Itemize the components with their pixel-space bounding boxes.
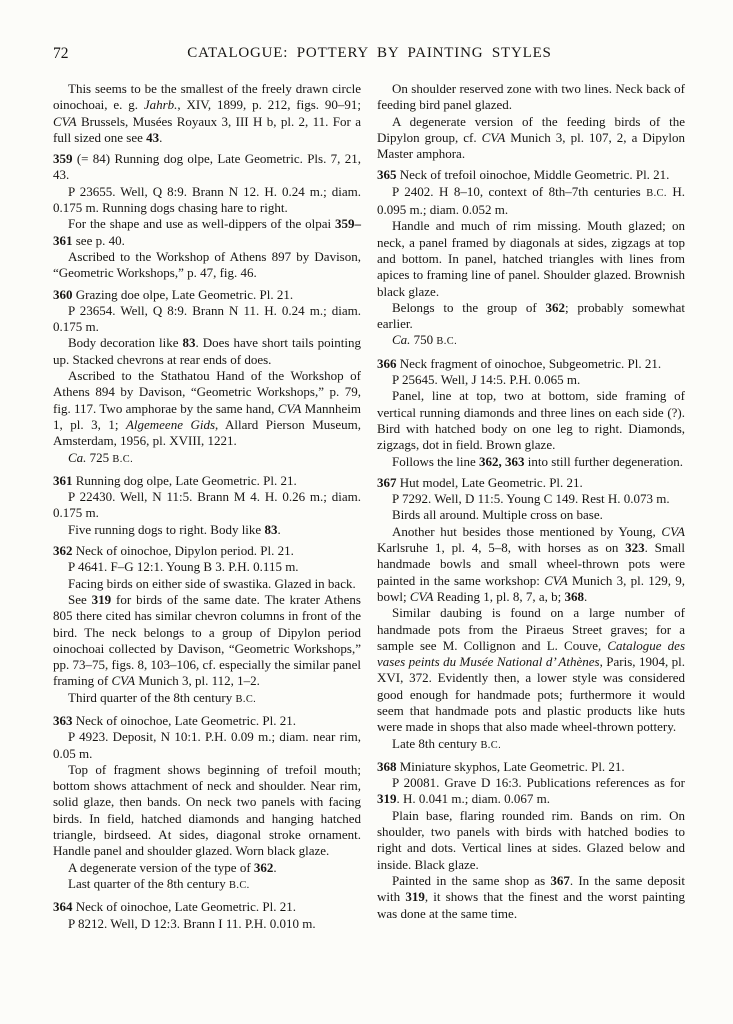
- text-run: This seems to be the smallest of the freely drawn circle oinochoai, e. g.: [53, 81, 361, 113]
- paragraph: [377, 372, 685, 388]
- paragraph: [377, 332, 685, 350]
- paragraph: [53, 184, 361, 217]
- cross-reference: 362: [545, 299, 565, 315]
- italic-citation: Ca.: [68, 449, 87, 465]
- text-run: 750: [410, 332, 437, 348]
- paragraph: [377, 114, 685, 163]
- italic-citation: Catalogue des vases peints du Musée National d’ Athènes: [377, 637, 686, 670]
- paragraph: [53, 762, 361, 860]
- paragraph: [53, 522, 361, 538]
- text-run: .: [159, 129, 163, 145]
- text-run: P 23654. Well, Q 8:9. Brann N 11. H. 0.24 m.; diam. 0.175 m.: [53, 302, 361, 335]
- text-run: Birds all around. Multiple cross on base.: [392, 507, 603, 523]
- catalog-entry-heading: [377, 475, 685, 491]
- text-run: Neck of trefoil oinochoe, Middle Geometric. Pl. 21.: [396, 167, 670, 183]
- paragraph: [377, 491, 685, 507]
- text-run: see p. 40.: [72, 232, 125, 248]
- italic-citation: CVA: [111, 673, 136, 689]
- paragraph: [377, 218, 685, 299]
- catalog-entry-heading: [53, 287, 361, 303]
- text-run: . Small handmade bowls and small wheel-thrown pots were painted in the same workshop:: [377, 540, 685, 588]
- entry-number: 363: [53, 712, 73, 728]
- text-run: Ascribed to the Workshop of Athens 897 by Davison, “Geometric Workshops,” p. 47, fig. 46.: [53, 248, 361, 281]
- text-run: A degenerate version of the type of: [68, 859, 254, 875]
- text-run: , Paris, 1904, pl. XVI, 372. Evidently then, a lower style was considered good enough for handmade pots; furthermore it would seem that handmade pots and plastic products like huts were made in shops that also made wheel-thrown pottery.: [377, 654, 685, 735]
- small-caps-era: B.C.: [646, 187, 667, 199]
- text-run: P 20081. Grave D 16:3. Publications references as for: [392, 775, 685, 791]
- cross-reference: 362: [253, 859, 274, 875]
- paragraph: [377, 300, 685, 333]
- text-run: Another hut besides those mentioned by Young,: [392, 523, 662, 539]
- entry-number: 361: [53, 472, 73, 488]
- paragraph: [53, 249, 361, 282]
- italic-citation: CVA: [661, 523, 685, 539]
- text-run: On shoulder reserved zone with two lines. Neck back of feeding bird panel glazed.: [377, 81, 685, 113]
- text-run: Plain base, flaring rounded rim. Bands on rim. On shoulder, two panels with birds with hatched bodies to right and dots. Vertical lines at sides. Glazed below and inside. Black glaze.: [377, 807, 685, 872]
- text-run: Mannheim 1, pl. 3, 1;: [53, 400, 361, 432]
- text-columns: [53, 81, 686, 932]
- paragraph: [53, 368, 361, 449]
- paragraph: [53, 860, 361, 876]
- italic-citation: Ca.: [392, 332, 411, 348]
- paragraph: [377, 388, 685, 453]
- text-run: .: [273, 859, 277, 875]
- text-run: Belongs to the group of: [392, 299, 546, 315]
- right-column: [377, 81, 685, 932]
- page-number: 72: [53, 45, 69, 62]
- catalog-entry-heading: [377, 167, 685, 183]
- text-run: Painted in the same shop as: [392, 872, 551, 888]
- text-run: Top of fragment shows beginning of trefoil mouth; bottom shows attachment of neck and shoulder. Near rim, solid glaze, then bands. On neck two panels with facing birds. In field, hatched diamonds and hanging hatched triangle, birdseed. At sides, diagonal stroke ornament. Handle panel and shoulder glazed. Worn black glaze.: [53, 761, 361, 859]
- paragraph: [377, 775, 685, 808]
- paragraph: [377, 808, 685, 873]
- paragraph: [53, 729, 361, 762]
- text-run: P 4641. F–G 12:1. Young B 3. P.H. 0.115 m.: [68, 559, 299, 575]
- text-run: Neck of oinochoe, Late Geometric. Pl. 21.: [72, 712, 296, 728]
- paragraph: [53, 876, 361, 894]
- catalog-entry-heading: [53, 713, 361, 729]
- text-run: Ascribed to the Stathatou Hand of the Workshop of Athens 894 by Davison, “Geometric Workshops,” p. 79, fig. 117. Two amphorae by the same hand,: [53, 368, 361, 416]
- catalog-entry-heading: [53, 473, 361, 489]
- paragraph: [377, 605, 685, 735]
- text-run: A degenerate version of the feeding birds of the Dipylon group, cf.: [377, 113, 685, 145]
- cross-reference: 359–361: [53, 216, 361, 248]
- text-run: Munich 3, pl. 107, 2, a Dipylon Master amphora.: [377, 129, 685, 162]
- text-run: Similar daubing is found on a large number of handmade pots from the Piraeus Street graves; for a sample see M. Collignon and L. Couve,: [377, 605, 685, 653]
- text-run: , it shows that the finest and the worst painting was done at the same time.: [377, 889, 685, 921]
- cross-reference: 368: [564, 588, 585, 604]
- italic-citation: CVA: [277, 400, 302, 416]
- paragraph: [53, 559, 361, 575]
- paragraph: [377, 524, 685, 605]
- paragraph: [53, 916, 361, 932]
- catalog-entry-heading: [53, 151, 361, 184]
- text-run: , XIV, 1899, p. 212, figs. 90–91;: [177, 97, 361, 113]
- small-caps-era: B.C.: [436, 336, 458, 348]
- text-run: Late 8th century: [392, 735, 481, 751]
- text-run: Grazing doe olpe, Late Geometric. Pl. 21.: [72, 286, 294, 302]
- entry-number: 360: [53, 286, 73, 302]
- text-run: Neck of oinochoe, Late Geometric. Pl. 21.: [72, 899, 296, 915]
- italic-citation: CVA: [481, 129, 506, 145]
- text-run: Facing birds on either side of swastika. Glazed in back.: [68, 575, 356, 591]
- catalog-entry-heading: [53, 899, 361, 915]
- text-run: H. 0.095 m.; diam. 0.052 m.: [377, 183, 686, 218]
- running-header: [53, 45, 686, 63]
- text-run: . H. 0.041 m.; diam. 0.067 m.: [396, 791, 550, 807]
- text-run: .: [584, 588, 588, 604]
- text-run: P 23655. Well, Q 8:9. Brann N 12. H. 0.24 m.; diam. 0.175 m. Running dogs chasing hare to right.: [53, 183, 361, 216]
- entry-number: 366: [377, 355, 397, 371]
- text-run: into still further degeneration.: [524, 453, 684, 469]
- text-run: P 7292. Well, D 11:5. Young C 149. Rest H. 0.073 m.: [392, 491, 670, 507]
- text-run: . Does have short tails pointing up. Stacked chevrons at rear ends of does.: [53, 335, 361, 367]
- paragraph: [53, 489, 361, 522]
- text-run: Panel, line at top, two at bottom, side framing of vertical running diamonds and three lines on each side (?). Bird with hatched body on one leg to right. Diamonds, zigzags, dot in field. Brown glaze.: [377, 388, 685, 453]
- text-run: Neck of oinochoe, Dipylon period. Pl. 21.: [72, 543, 294, 559]
- text-run: , Allard Pierson Museum, Amsterdam, 1956, pl. XVIII, 1221.: [53, 416, 361, 449]
- text-run: Five running dogs to right. Body like: [68, 521, 265, 537]
- text-run: Handle and much of rim missing. Mouth glazed; on neck, a panel framed by diagonals at sides, zigzags at top and bottom. In panel, hatched triangles with lines from apices to framing line of panel. Shoulder glazed. Brownish black glaze.: [377, 218, 685, 299]
- cross-reference: 319: [377, 791, 397, 807]
- text-run: for birds of the same date. The krater Athens 805 there cited has similar chevron columns in front of the bird. The neck belongs to a group of Dipylon period oinochoai collected by Davison, “Geometric Workshops,” pp. 73–75, figs. 8, 103–106, cf. especially the similar panel framing of: [53, 591, 361, 689]
- text-run: P 2402. H 8–10, context of 8th–7th centuries: [392, 183, 647, 199]
- small-caps-era: B.C.: [229, 879, 250, 891]
- text-run: .: [277, 521, 281, 537]
- entry-number: 365: [377, 167, 397, 183]
- cross-reference: 319: [405, 889, 425, 905]
- paragraph: [377, 454, 685, 470]
- paragraph: [53, 592, 361, 690]
- text-run: For the shape and use as well-dippers of the olpai: [68, 216, 335, 232]
- entry-number: 368: [377, 758, 397, 774]
- page-title: CATALOGUE: POTTERY BY PAINTING STYLES: [187, 45, 552, 61]
- cross-reference: 43: [146, 129, 160, 145]
- text-run: Neck fragment of oinochoe, Subgeometric. Pl. 21.: [396, 355, 662, 371]
- text-run: P 8212. Well, D 12:3. Brann I 11. P.H. 0.010 m.: [68, 915, 316, 931]
- text-run: Last quarter of the 8th century: [68, 875, 229, 891]
- cross-reference: 83: [264, 521, 278, 537]
- text-run: Third quarter of the 8th century: [68, 689, 236, 705]
- text-run: Body decoration like: [68, 335, 183, 351]
- entry-number: 367: [377, 474, 397, 490]
- paragraph: [53, 216, 361, 249]
- text-run: Running dog olpe, Late Geometric. Pl. 21.: [72, 472, 297, 488]
- text-run: See: [68, 591, 92, 607]
- paragraph: [377, 873, 685, 922]
- cross-reference: 362, 363: [479, 453, 525, 469]
- small-caps-era: B.C.: [480, 739, 502, 751]
- text-run: Karlsruhe 1, pl. 4, 5–8, with horses as on: [377, 540, 626, 556]
- small-caps-era: B.C.: [112, 453, 134, 465]
- text-run: Hut model, Late Geometric. Pl. 21.: [396, 474, 583, 490]
- text-run: Follows the line: [392, 453, 480, 469]
- catalog-entry-heading: [377, 759, 685, 775]
- catalog-entry-heading: [53, 543, 361, 559]
- paragraph: [53, 450, 361, 468]
- paragraph: [377, 507, 685, 523]
- paragraph: [377, 736, 685, 754]
- cross-reference: 83: [182, 335, 196, 351]
- entry-number: 364: [53, 899, 73, 915]
- text-run: (= 84) Running dog olpe, Late Geometric. Pls. 7, 21, 43.: [53, 151, 361, 183]
- text-run: P 25645. Well, J 14:5. P.H. 0.065 m.: [392, 372, 581, 388]
- text-run: P 4923. Deposit, N 10:1. P.H. 0.09 m.; diam. near rim, 0.05 m.: [53, 729, 361, 761]
- paragraph: [53, 81, 361, 146]
- text-run: Munich 3, pl. 112, 1–2.: [135, 673, 260, 689]
- paragraph: [53, 335, 361, 368]
- left-column: [53, 81, 361, 932]
- text-run: Brussels, Musées Royaux 3, III H b, pl. 2, 11. For a full sized one see: [53, 113, 361, 145]
- catalog-entry-heading: [377, 356, 685, 372]
- cross-reference: 323: [625, 540, 645, 556]
- text-run: 725: [86, 449, 113, 465]
- italic-citation: CVA: [544, 572, 568, 588]
- text-run: . In the same deposit with: [377, 872, 685, 905]
- paragraph: [53, 576, 361, 592]
- entry-number: 362: [53, 543, 73, 559]
- text-run: Reading 1, pl. 8, 7, a, b;: [433, 588, 565, 604]
- text-run: ; probably somewhat earlier.: [377, 299, 686, 332]
- italic-citation: CVA: [409, 588, 434, 604]
- paragraph: [53, 303, 361, 336]
- text-run: Miniature skyphos, Late Geometric. Pl. 21.: [396, 758, 625, 774]
- italic-citation: CVA: [53, 113, 77, 129]
- cross-reference: 367: [550, 872, 570, 888]
- text-run: P 22430. Well, N 11:5. Brann M 4. H. 0.26 m.; diam. 0.175 m.: [53, 489, 361, 521]
- text-run: Munich 3, pl. 129, 9, bowl;: [377, 572, 685, 604]
- italic-citation: Jahrb.: [143, 97, 178, 113]
- entry-number: 359: [53, 151, 73, 167]
- paragraph: [377, 81, 685, 114]
- paragraph: [53, 690, 361, 708]
- small-caps-era: B.C.: [235, 693, 257, 705]
- italic-citation: Algemeene Gids: [125, 416, 216, 432]
- cross-reference: 319: [91, 591, 112, 607]
- paragraph: [377, 184, 685, 219]
